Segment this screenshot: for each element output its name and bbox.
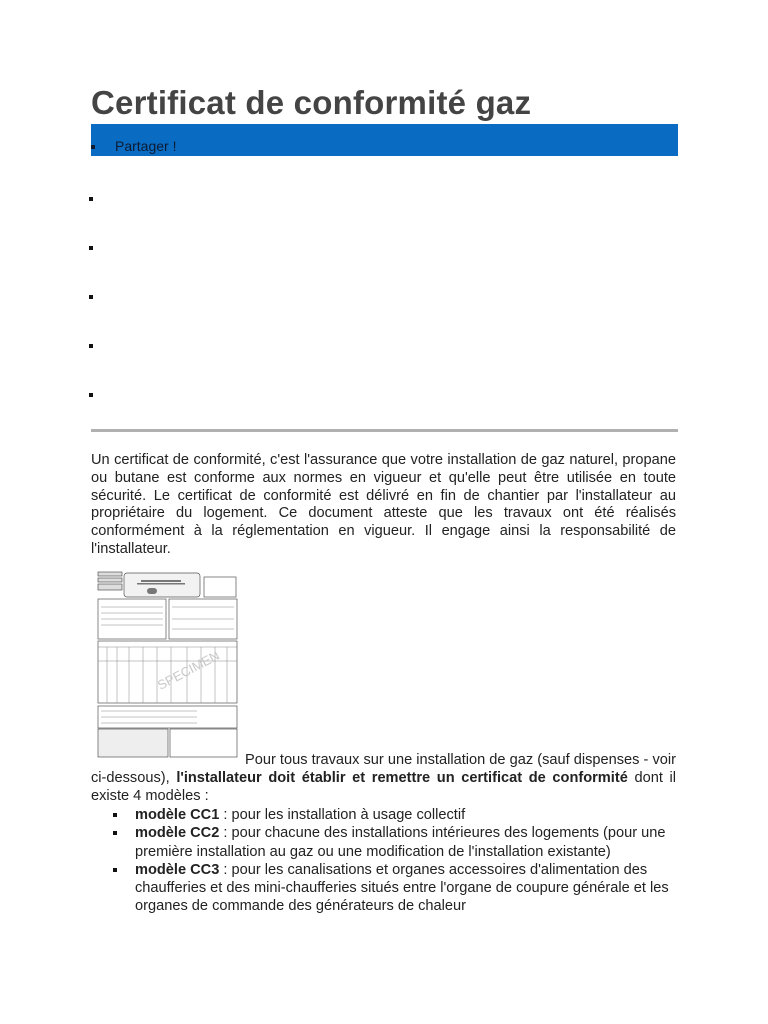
bullet-icon	[91, 145, 95, 149]
list-item	[113, 861, 678, 916]
models-list	[113, 806, 678, 916]
bullet-icon	[113, 813, 117, 817]
share-list-bullet[interactable]	[89, 393, 93, 397]
model-desc: : pour chacune des installations intérieures des logements (pour une première installation au gaz ou une modification de l'installation existante)	[135, 825, 666, 860]
share-list-bullet[interactable]	[89, 344, 93, 348]
models-intro-lead: Pour tous travaux sur une installation de gaz (sauf dispenses - voir ci-dessous),	[91, 752, 676, 786]
model-name: modèle CC1	[135, 807, 220, 823]
models-intro-bold: l'installateur doit établir et remettre un certificat de conformité	[176, 769, 628, 786]
svg-text:SPECIMEN: SPECIMEN	[154, 647, 222, 693]
list-item	[113, 824, 678, 861]
model-name: modèle CC2	[135, 825, 220, 842]
model-desc: : pour les canalisations et organes accessoires d'alimentation des chaufferies et des mini-chaufferies situés entre l'organe de coupure générale et les organes de commande des générateurs de chaleur	[135, 861, 669, 915]
model-desc: : pour les installation à usage collectif	[219, 807, 466, 823]
list-item	[113, 806, 678, 824]
intro-paragraph: Un certificat de conformité, c'est l'assurance que votre installation de gaz naturel, propane ou butane est conforme aux normes en vigueur et qu'elle peut être utilisée en toute sécurité. Le certificat de conformité est délivré en fin de chantier par l'installateur au propriétaire du logement. Ce document atteste que les travaux ont été réalisés conformément à la réglementation en vigueur. Il engage ainsi la responsabilité de l'installateur.	[91, 452, 676, 557]
model-name: modèle CC3	[135, 861, 220, 878]
share-button[interactable]: Partager !	[115, 138, 177, 154]
share-bar[interactable]	[91, 124, 678, 156]
bullet-icon	[113, 831, 117, 835]
share-list-bullet[interactable]	[89, 295, 93, 299]
share-list-bullet[interactable]	[89, 246, 93, 250]
divider	[91, 429, 678, 432]
bullet-icon	[113, 868, 117, 872]
certificate-form-thumbnail	[97, 571, 239, 759]
models-intro-tail: dont il existe 4 modèles :	[91, 769, 676, 804]
share-list-bullet[interactable]	[89, 197, 93, 201]
models-intro-paragraph	[91, 752, 676, 805]
page-title: Certificat de conformité gaz	[91, 84, 532, 121]
